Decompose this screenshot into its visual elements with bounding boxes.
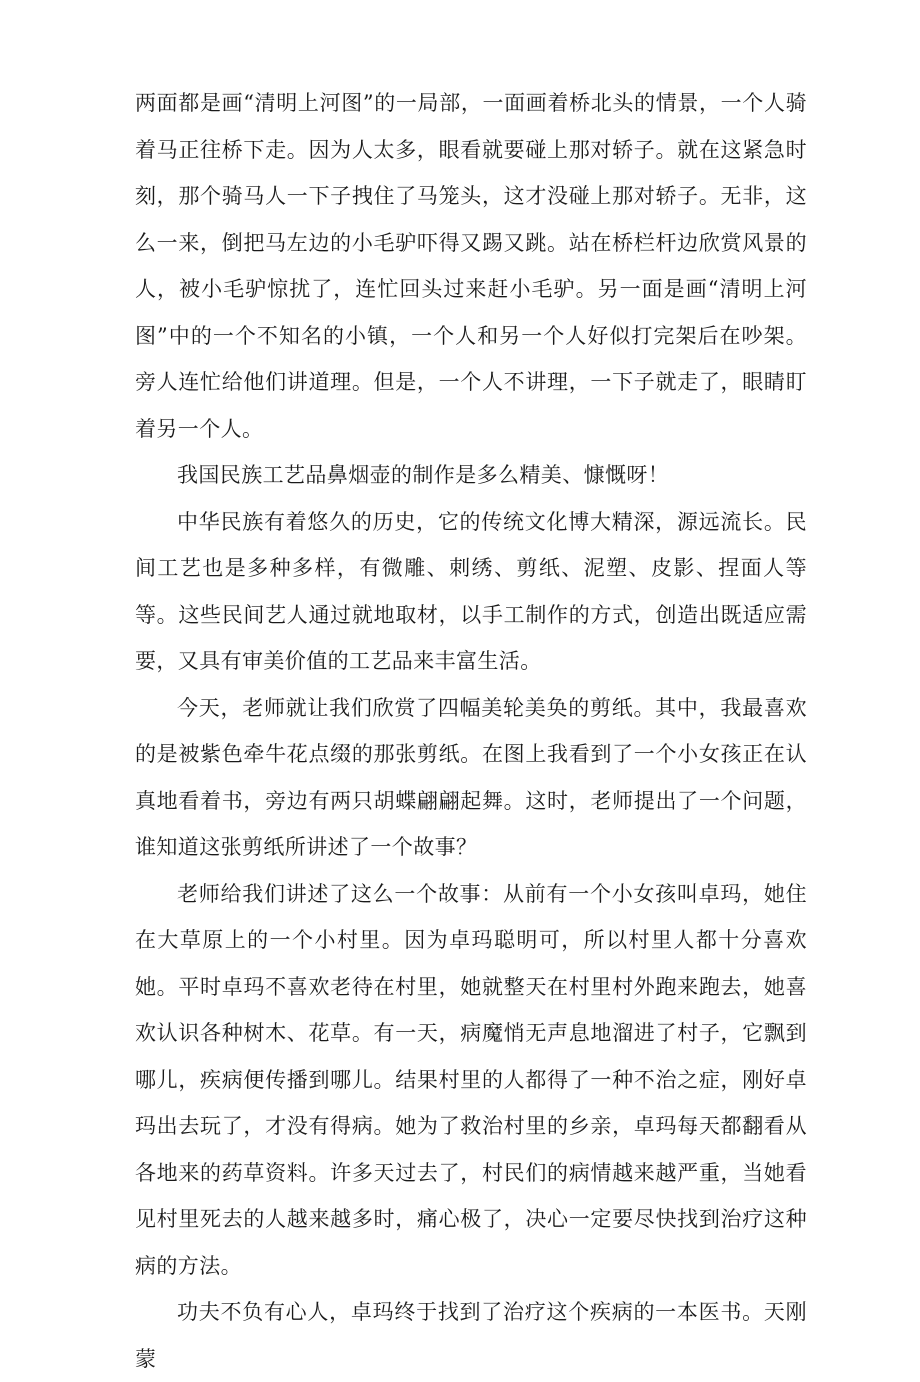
paragraph-continuation: 两面都是画“清明上河图”的一局部，一面画着桥北头的情景，一个人骑着马正往桥下走。因为人太多，眼看就要碰上那对轿子。就在这紧急时刻，那个骑马人一下子拽住了马笼头，这才没碰上那对轿子。无非，这么一来，倒把马左边的小毛驴吓得又踢又跳。站在桥栏杆边欣赏风景的人，被小毛驴惊扰了，连忙回头过来赶小毛驴。另一面是画“清明上河图”中的一个不知名的小镇，一个人和另一个人好似打完架后在吵架。旁人连忙给他们讲道理。但是，一个人不讲理，一下子就走了，眼睛盯着另一个人。 [135, 91, 807, 441]
paragraph: 功夫不负有心人，卓玛终于找到了治疗这个疾病的一本医书。天刚蒙 [135, 1300, 807, 1371]
document-body [135, 80, 807, 1382]
paragraph: 今天，老师就让我们欣赏了四幅美轮美奂的剪纸。其中，我最喜欢的是被紫色牵牛花点缀的那张剪纸。在图上我看到了一个小女孩正在认真地看着书，旁边有两只胡蝶翩翩起舞。这时，老师提出了一个问题，谁知道这张剪纸所讲述了一个故事？ [135, 695, 807, 859]
paragraph: 我国民族工艺品鼻烟壶的制作是多么精美、慷慨呀！ [177, 463, 670, 487]
paragraph: 老师给我们讲述了这么一个故事：从前有一个小女孩叫卓玛，她住在大草原上的一个小村里。因为卓玛聪明可，所以村里人都十分喜欢她。平时卓玛不喜欢老待在村里，她就整天在村里村外跑来跑去，她喜欢认识各种树木、花草。有一天，病魔悄无声息地溜进了村子，它飘到哪儿，疾病便传播到哪儿。结果村里的人都得了一种不治之症，刚好卓玛出去玩了，才没有得病。她为了救治村里的乡亲，卓玛每天都翻看从各地来的药草资料。许多天过去了，村民们的病情越来越严重，当她看见村里死去的人越来越多时，痛心极了，决心一定要尽快找到治疗这种病的方法。 [135, 881, 807, 1278]
paragraph: 中华民族有着悠久的历史，它的传统文化博大精深，源远流长。民间工艺也是多种多样，有微雕、刺绣、剪纸、泥塑、皮影、捏面人等等。这些民间艺人通过就地取材，以手工制作的方式，创造出既适应需要，又具有审美价值的工艺品来丰富生活。 [135, 509, 807, 673]
